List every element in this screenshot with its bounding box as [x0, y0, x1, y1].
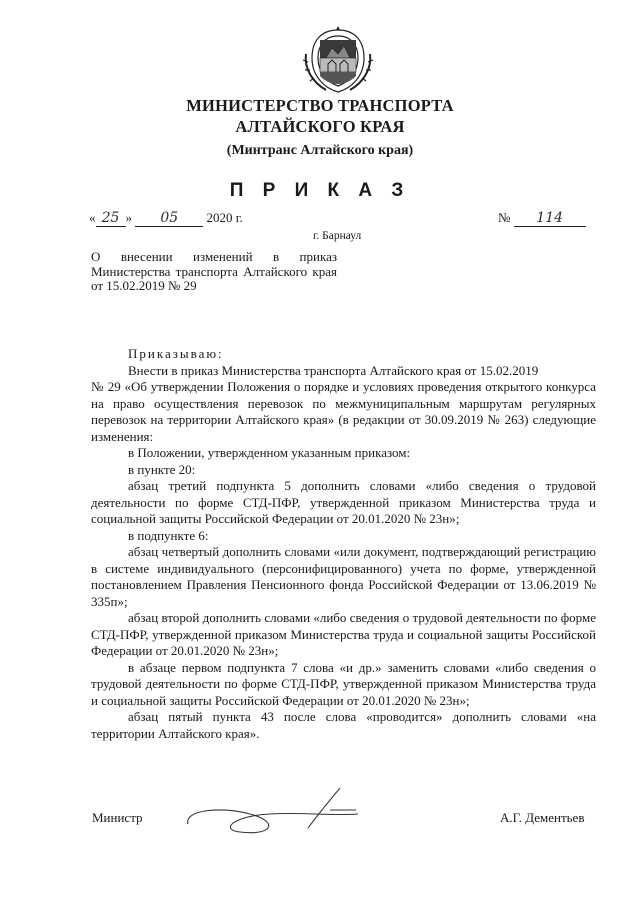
date-line: [89, 210, 243, 227]
ministry-short-name: (Минтранс Алтайского края): [226, 143, 414, 158]
handwritten-signature: [180, 780, 370, 840]
signatory-name: А.Г. Дементьев: [500, 810, 585, 825]
paragraph: в подпункте 6:: [128, 527, 209, 543]
paragraph: Внести в приказ Министерства транспорта Алтайского края от 15.02.2019: [128, 362, 539, 378]
paragraph: в пункте 20:: [128, 461, 196, 477]
paragraph: абзац третий подпункта 5 дополнить словами «либо сведения о трудовой деятельности по форме СТД-ПФР, утвержденной приказом Министерства труда и социальной защиты Российской Федерации от 20.01.2020 № 23н»;: [91, 478, 596, 526]
document-body: [91, 346, 596, 742]
date-month: 05: [135, 210, 203, 227]
document-type: П Р И К А З: [229, 180, 411, 201]
number-line: [498, 210, 586, 227]
ministry-name-line1: МИНИСТЕРСТВО ТРАНСПОРТА: [186, 96, 454, 115]
date-close-quote: »: [125, 210, 132, 225]
date-year: 2020 г.: [206, 210, 243, 225]
paragraph: абзац второй дополнить словами «либо сведения о трудовой деятельности по форме СТД-ПФР, утвержденной приказом Министерства труда и социальной защиты Российской Федерации от 20.01.2020 № 23н»;: [91, 610, 596, 658]
number-label: №: [498, 210, 511, 225]
paragraph: абзац четвертый дополнить словами «или документ, подтверждающий регистрацию в системе индивидуального (персонифицированного) учета по форме, утвержденной постановлением Правления Пенсионного фонда Российской Федерации от 13.06.2019 № 335п»;: [91, 544, 596, 609]
document-number: 114: [514, 210, 586, 227]
paragraph: № 29 «Об утверждении Положения о порядке и условиях проведения открытого конкурса на право осуществления перевозок по межмуниципальным маршрутам регулярных перевозок на территории Алтайского края» (в редакции от 30.09.2019 № 263) следующие изменения:: [91, 379, 596, 444]
date-day: 25: [96, 210, 126, 227]
prikazyvayu-heading: Приказываю:: [128, 346, 224, 361]
date-open-quote: «: [89, 210, 96, 225]
coat-of-arms-emblem: [298, 24, 378, 96]
signatory-position: Министр: [92, 810, 143, 825]
paragraph: в Положении, утвержденном указанным приказом:: [128, 445, 411, 460]
paragraph: в абзаце первом подпункта 7 слова «и др.» заменить словами «либо сведения о трудовой деятельности по форме СТД-ПФР, утвержденной приказом Министерства труда и социальной защиты Российской Федерации от 20.01.2020 № 23н»;: [91, 659, 596, 708]
document-subject: О внесении изменений в приказ Министерства транспорта Алтайского края от 15.02.2019 № 29: [91, 249, 337, 293]
city: г. Барнаул: [313, 230, 362, 242]
ministry-name-line2: АЛТАЙСКОГО КРАЯ: [235, 117, 405, 136]
paragraph: абзац пятый пункта 43 после слова «проводится» дополнить словами «на территории Алтайского края».: [91, 709, 596, 741]
